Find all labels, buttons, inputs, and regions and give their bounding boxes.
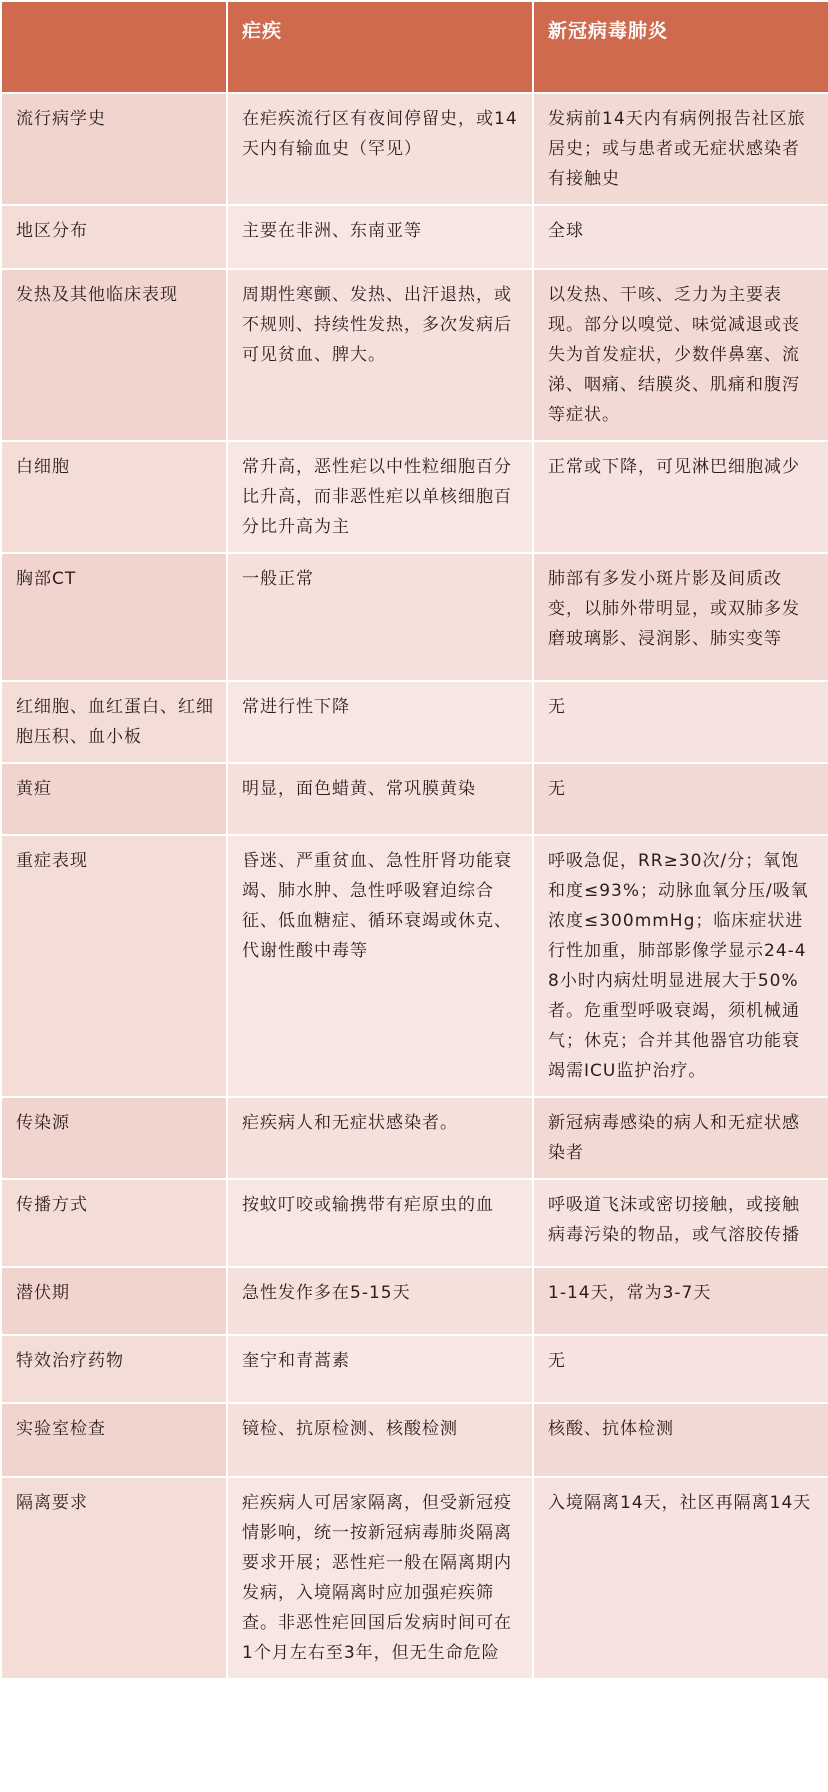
malaria-cell: 疟疾病人可居家隔离，但受新冠疫情影响，统一按新冠病毒肺炎隔离要求开展；恶性疟一般在隔离期内发病，入境隔离时应加强疟疾筛查。非恶性疟回国后发病时间可在1个月左右至3年，但无生命危险 (227, 1477, 533, 1679)
row-label-cell: 胸部CT (1, 553, 227, 681)
table-row (1, 269, 828, 441)
malaria-cell: 常升高，恶性疟以中性粒细胞百分比升高，而非恶性疟以单核细胞百分比升高为主 (227, 441, 533, 553)
covid-cell: 无 (533, 1335, 828, 1403)
header-row (1, 1, 828, 93)
row-label-cell: 白细胞 (1, 441, 227, 553)
covid-cell: 呼吸道飞沫或密切接触，或接触病毒污染的物品，或气溶胶传播 (533, 1179, 828, 1267)
covid-cell: 肺部有多发小斑片影及间质改变，以肺外带明显，或双肺多发磨玻璃影、浸润影、肺实变等 (533, 553, 828, 681)
covid-cell: 以发热、干咳、乏力为主要表现。部分以嗅觉、味觉减退或丧失为首发症状，少数伴鼻塞、流涕、咽痛、结膜炎、肌痛和腹泻等症状。 (533, 269, 828, 441)
covid-cell: 核酸、抗体检测 (533, 1403, 828, 1477)
malaria-cell: 主要在非洲、东南亚等 (227, 205, 533, 269)
malaria-cell: 奎宁和青蒿素 (227, 1335, 533, 1403)
row-label-cell: 实验室检查 (1, 1403, 227, 1477)
header-cell-covid: 新冠病毒肺炎 (533, 1, 828, 93)
row-label-cell: 重症表现 (1, 835, 227, 1097)
malaria-cell: 镜检、抗原检测、核酸检测 (227, 1403, 533, 1477)
row-label-cell: 地区分布 (1, 205, 227, 269)
malaria-cell: 周期性寒颤、发热、出汗退热，或不规则、持续性发热，多次发病后可见贫血、脾大。 (227, 269, 533, 441)
table-row (1, 1403, 828, 1477)
covid-cell: 新冠病毒感染的病人和无症状感染者 (533, 1097, 828, 1179)
covid-cell: 全球 (533, 205, 828, 269)
covid-cell: 正常或下降，可见淋巴细胞减少 (533, 441, 828, 553)
row-label-cell: 传播方式 (1, 1179, 227, 1267)
table-row (1, 1477, 828, 1679)
row-label-cell: 红细胞、血红蛋白、红细胞压积、血小板 (1, 681, 227, 763)
row-label-cell: 发热及其他临床表现 (1, 269, 227, 441)
malaria-cell: 一般正常 (227, 553, 533, 681)
table-row (1, 1335, 828, 1403)
table-row (1, 205, 828, 269)
malaria-cell: 按蚊叮咬或输携带有疟原虫的血 (227, 1179, 533, 1267)
table-row (1, 681, 828, 763)
header-cell-blank (1, 1, 227, 93)
malaria-cell: 疟疾病人和无症状感染者。 (227, 1097, 533, 1179)
malaria-cell: 常进行性下降 (227, 681, 533, 763)
table-row (1, 93, 828, 205)
covid-cell: 入境隔离14天，社区再隔离14天 (533, 1477, 828, 1679)
table-row (1, 553, 828, 681)
malaria-cell: 在疟疾流行区有夜间停留史，或14天内有输血史（罕见） (227, 93, 533, 205)
malaria-cell: 急性发作多在5-15天 (227, 1267, 533, 1335)
covid-cell: 呼吸急促，RR≥30次/分；氧饱和度≤93%；动脉血氧分压/吸氧浓度≤300mmHg；临床症状进行性加重，肺部影像学显示24-48小时内病灶明显进展大于50%者。危重型呼吸衰竭，须机械通气；休克；合并其他器官功能衰竭需ICU监护治疗。 (533, 835, 828, 1097)
table-row (1, 763, 828, 835)
malaria-cell: 昏迷、严重贫血、急性肝肾功能衰竭、肺水肿、急性呼吸窘迫综合征、低血糖症、循环衰竭或休克、代谢性酸中毒等 (227, 835, 533, 1097)
malaria-cell: 明显，面色蜡黄、常巩膜黄染 (227, 763, 533, 835)
covid-cell: 无 (533, 681, 828, 763)
row-label-cell: 流行病学史 (1, 93, 227, 205)
row-label-cell: 特效治疗药物 (1, 1335, 227, 1403)
table-row (1, 1179, 828, 1267)
covid-cell: 1-14天，常为3-7天 (533, 1267, 828, 1335)
header-cell-malaria: 疟疾 (227, 1, 533, 93)
row-label-cell: 潜伏期 (1, 1267, 227, 1335)
table-row (1, 1267, 828, 1335)
table-row (1, 1097, 828, 1179)
covid-cell: 无 (533, 763, 828, 835)
table-row (1, 835, 828, 1097)
covid-cell: 发病前14天内有病例报告社区旅居史；或与患者或无症状感染者有接触史 (533, 93, 828, 205)
row-label-cell: 隔离要求 (1, 1477, 227, 1679)
table-row (1, 441, 828, 553)
row-label-cell: 传染源 (1, 1097, 227, 1179)
row-label-cell: 黄疸 (1, 763, 227, 835)
